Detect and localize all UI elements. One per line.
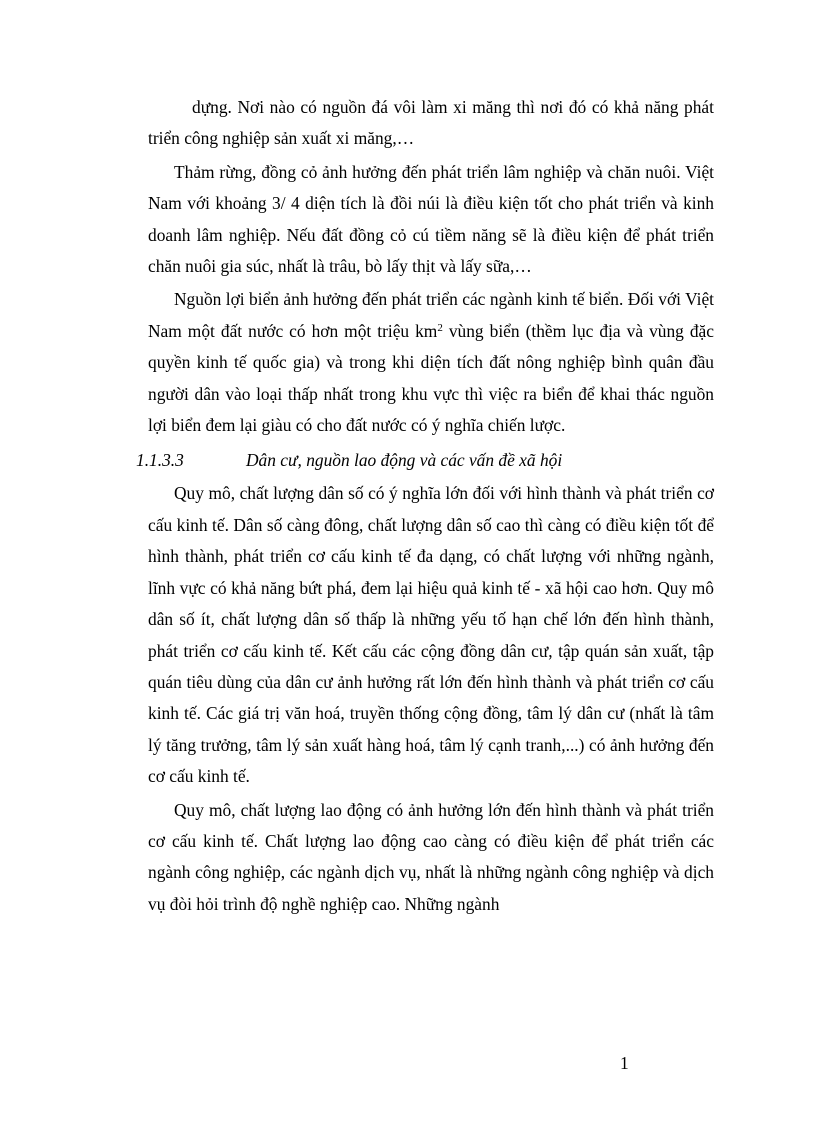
paragraph-5: Quy mô, chất lượng lao động có ảnh hưởng lớn đến hình thành và phát triển cơ cấu kinh tế. Chất lượng lao động cao càng có điều kiện để phát triển các ngành công nghiệp, các ngành dịch vụ, nhất là những ngành công nghiệp và dịch vụ đòi hỏi trình độ nghề nghiệp cao. Những ngành <box>148 799 714 914</box>
document-page <box>136 92 714 922</box>
section-heading <box>136 445 714 475</box>
paragraph-3-text-before: Nguồn lợi biển ảnh hưởng đến phát triển các ngành kinh tế biển. Đối với Việt Nam một đất nước có hơn một triệu km <box>148 289 714 341</box>
section-title: Dân cư, nguồn lao động và các vấn đề xã hội <box>246 450 563 471</box>
paragraph-2: Thảm rừng, đồng cỏ ảnh hưởng đến phát triển lâm nghiệp và chăn nuôi. Việt Nam với khoảng 3/ 4 diện tích là đồi núi là điều kiện tốt cho phát triển và kinh doanh lâm nghiệp. Nếu đất đồng cỏ cú tiềm năng sẽ là điều kiện để phát triển chăn nuôi gia súc, nhất là trâu, bò lấy thịt và lấy sữa,… <box>148 161 714 277</box>
page-number: 1 <box>620 1053 629 1073</box>
paragraph-1: dựng. Nơi nào có nguồn đá vôi làm xi măng thì nơi đó có khả năng phát triển công nghiệp sản xuất xi măng,… <box>148 97 714 149</box>
paragraph-3 <box>148 284 714 441</box>
superscript-2: 2 <box>437 321 443 334</box>
paragraph-4: Quy mô, chất lượng dân số có ý nghĩa lớn đối với hình thành và phát triển cơ cấu kinh tế. Dân số càng đông, chất lượng dân số cao thì càng có điều kiện tốt để hình thành, phát triển cơ cấu kinh tế đa dạng, có chất lượng với những ngành, lĩnh vực có khả năng bứt phá, đem lại hiệu quả kinh tế - xã hội cao hơn. Quy mô dân số ít, chất lượng dân số thấp là những yếu tố hạn chế lớn đến hình thành, phát triển cơ cấu kinh tế. Kết cấu các cộng đồng dân cư, tập quán sản xuất, tập quán tiêu dùng của dân cư ảnh hưởng rất lớn đến hình thành và phát triển cơ cấu kinh tế. Các giá trị văn hoá, truyền thống cộng đồng, tâm lý dân cư (nhất là tâm lý tăng trưởng, tâm lý sản xuất hàng hoá, tâm lý cạnh tranh,...) có ảnh hưởng đến cơ cấu kinh tế. <box>148 483 714 787</box>
paragraph-3-text-after: vùng biển (thềm lục địa và vùng đặc quyền kinh tế quốc gia) và trong khi diện tích đất nông nghiệp bình quân đầu người dân vào loại thấp nhất trong khu vực thì việc ra biển để khai thác nguồn lợi biển đem lại giàu có cho đất nước có ý nghĩa chiến lược. <box>148 320 714 436</box>
section-number: 1.1.3.3 <box>136 450 184 471</box>
